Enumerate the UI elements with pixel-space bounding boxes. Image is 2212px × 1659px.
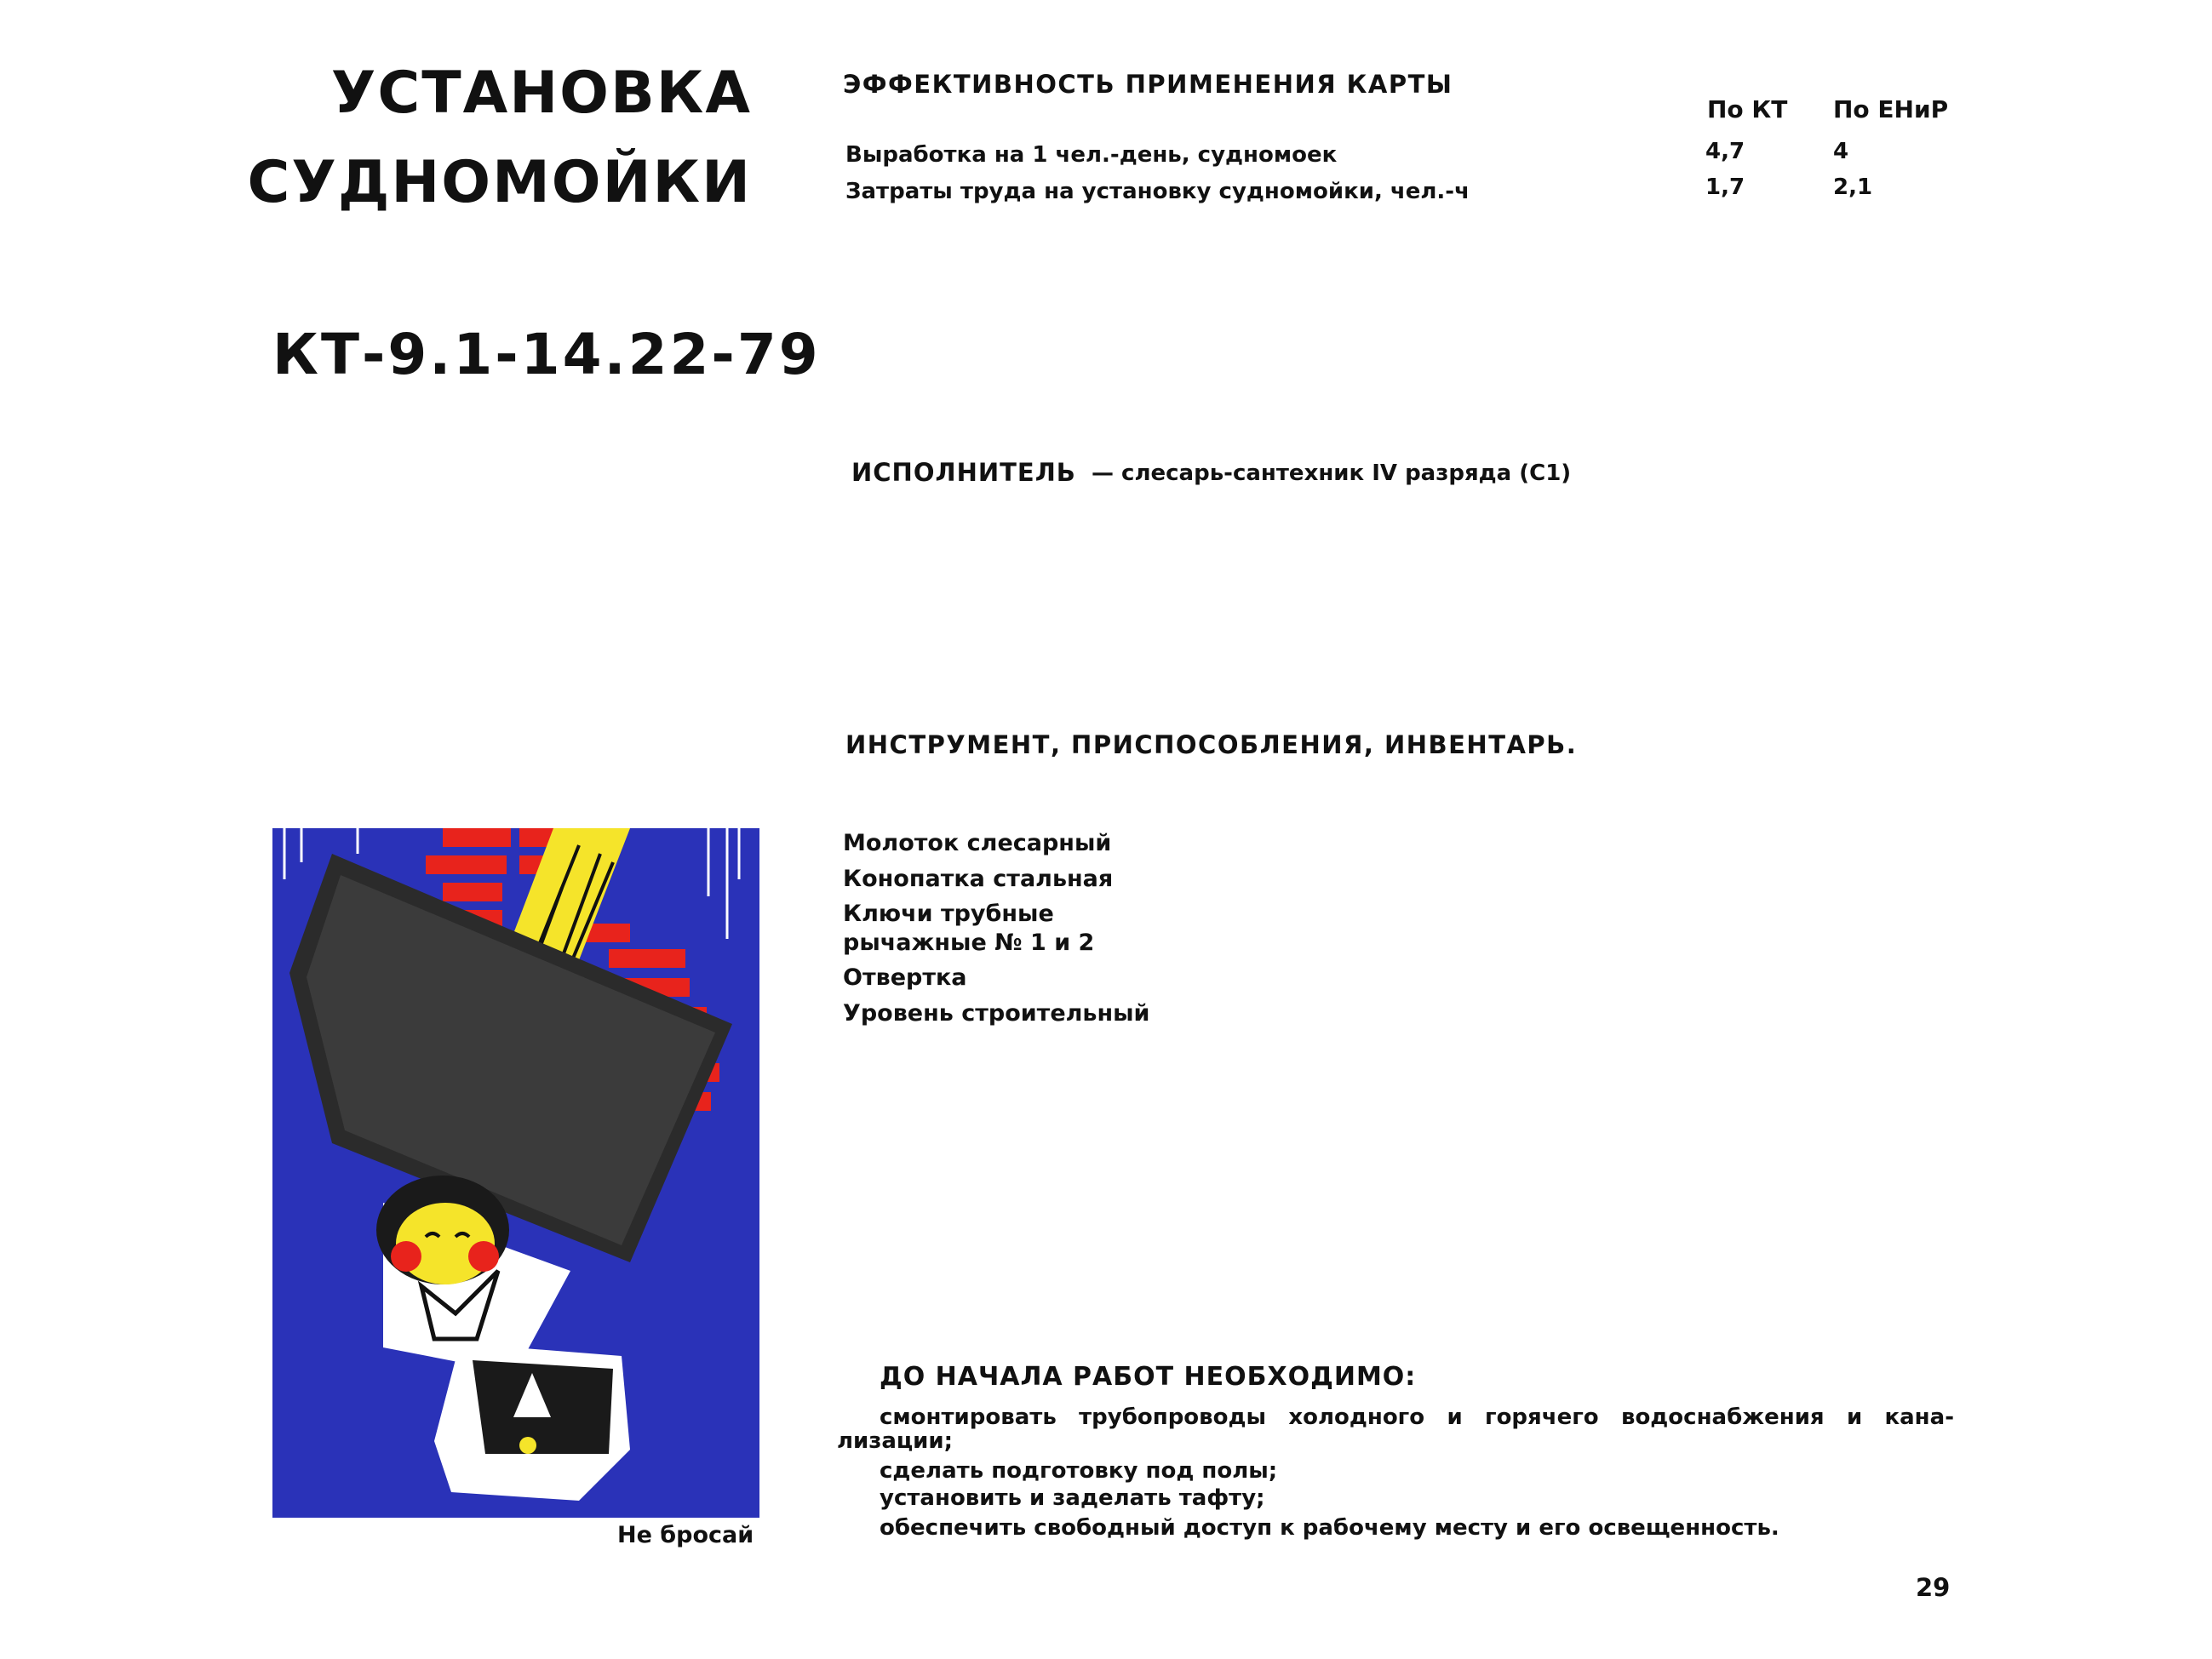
preparation-item-continuation: лизации; [837, 1428, 954, 1454]
efficiency-row-label: Затраты труда на установку судномойки, чел.-ч [845, 179, 1470, 204]
tool-item: Ключи трубные [843, 901, 1054, 927]
safety-poster-illustration [272, 828, 759, 1518]
efficiency-value-kt: 4,7 [1705, 139, 1745, 164]
tool-item: Уровень строительный [843, 1000, 1150, 1027]
title-line-2: СУДНОМОЙКИ [247, 149, 752, 216]
title-line-1: УСТАНОВКА [330, 60, 752, 127]
tools-heading: ИНСТРУМЕНТ, ПРИСПОСОБЛЕНИЯ, ИНВЕНТАРЬ. [845, 730, 1578, 759]
tool-item: Отвертка [843, 964, 967, 991]
efficiency-value-kt: 1,7 [1705, 174, 1745, 200]
toilet-bowl [434, 1343, 630, 1501]
efficiency-value-enir: 2,1 [1833, 174, 1873, 200]
page-number: 29 [1916, 1573, 1951, 1602]
preparation-item: сделать подготовку под полы; [880, 1458, 1278, 1484]
executor-label: ИСПОЛНИТЕЛЬ [851, 458, 1076, 487]
executor-text: — слесарь-сантехник IV разряда (С1) [1092, 461, 1572, 486]
tool-item: Конопатка стальная [843, 866, 1114, 892]
column-header-enir: По ЕНиР [1833, 95, 1949, 123]
illustration-caption: Не бросай [617, 1522, 754, 1548]
tool-item: Молоток слесарный [843, 830, 1112, 856]
document-code: КТ-9.1-14.22-79 [272, 322, 821, 387]
column-header-kt: По КТ [1707, 95, 1788, 123]
efficiency-row-label: Выработка на 1 чел.-день, судномоек [845, 142, 1338, 168]
preparation-item: установить и заделать тафту; [880, 1485, 1265, 1511]
preparation-heading: ДО НАЧАЛА РАБОТ НЕОБХОДИМО: [880, 1362, 1417, 1392]
preparation-item: обеспечить свободный доступ к рабочему месту и его освещенность. [880, 1515, 1779, 1541]
tool-item: рычажные № 1 и 2 [843, 930, 1095, 956]
preparation-item: смонтировать трубопроводы холодного и горячего водоснабжения и кана- [880, 1404, 1954, 1430]
efficiency-heading: ЭФФЕКТИВНОСТЬ ПРИМЕНЕНИЯ КАРТЫ [843, 70, 1453, 99]
efficiency-value-enir: 4 [1833, 139, 1849, 164]
